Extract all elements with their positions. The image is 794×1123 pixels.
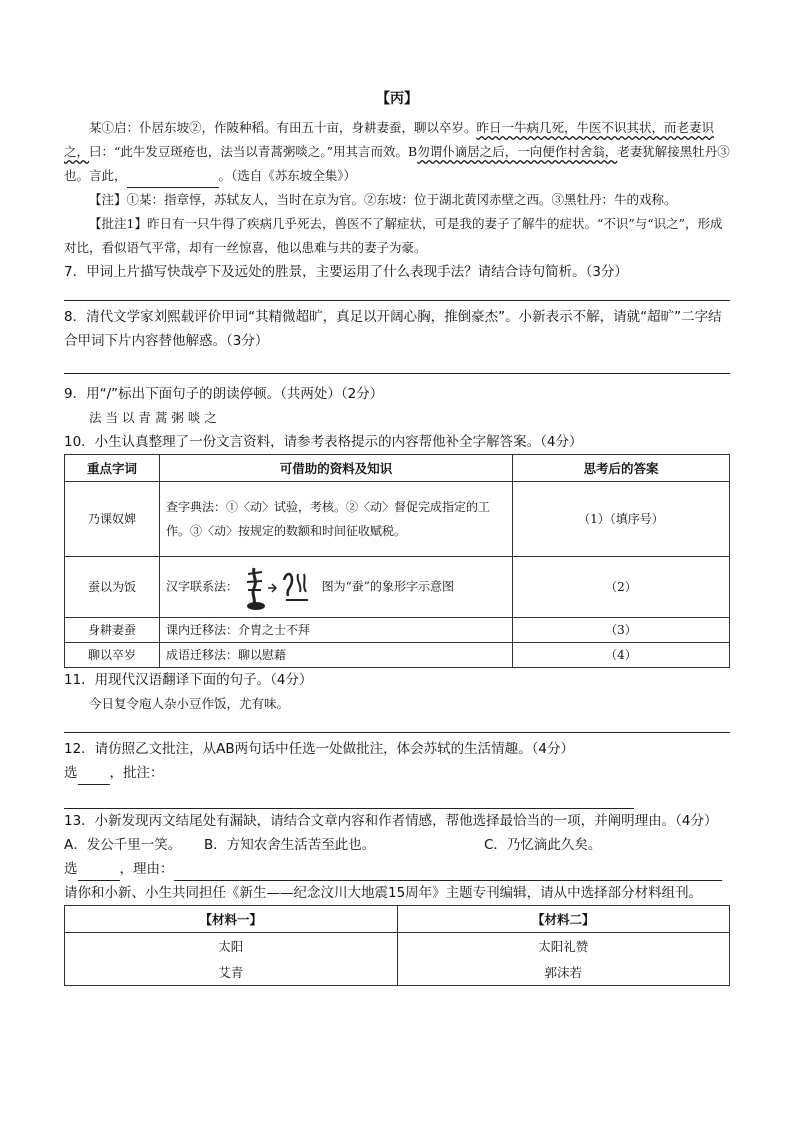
passage-pizhu: 【批注1】昨日有一只牛得了疾病几乎死去，兽医不了解症状，可是我的妻子了解牛的症状。“不识”与“识之”，形成对比，看似语气平常，却有一丝惊喜，他以患难与共的妻子为豪。 xyxy=(64,216,723,255)
answer-line-q8[interactable] xyxy=(64,353,730,374)
q12-choice-blank[interactable] xyxy=(78,784,110,785)
material-2-title: 太阳礼赞 xyxy=(397,933,730,960)
row-info: 成语迁移法：聊以慰藉 xyxy=(160,643,513,668)
row-word: 乃课奴婢 xyxy=(65,482,160,557)
row-info: 课内迁移法：介胄之士不拜 xyxy=(160,618,513,643)
material-1-author: 艾青 xyxy=(65,959,398,986)
row-info: 汉字联系法： 图为“蚕”的象形字示意图 xyxy=(160,557,513,618)
q13-answer-row: 选 ，理由： xyxy=(64,857,730,881)
question-8: 8．清代文学家刘熙载评价甲词“其精微超旷，真足以开阔心胸，推倒豪杰”。小新表示不解，请就“超旷”二字结合甲词下片内容替他解惑。（3分） xyxy=(64,309,722,349)
row-answer[interactable]: （2） xyxy=(513,557,730,618)
table-row xyxy=(65,643,730,668)
row-word: 聊以卒岁 xyxy=(65,643,160,668)
materials-intro: 请你和小新、小生共同担任《新生——纪念汶川大地震15周年》主题专刊编辑，请从中选择部分材料组刊。 xyxy=(64,885,703,901)
row-word: 蚕以为饭 xyxy=(65,557,160,618)
material-1-label: 【材料一】 xyxy=(65,906,398,933)
materials-table xyxy=(64,905,730,986)
sentence-a: 昨日一牛病几死，牛医不识其状，而老妻识之， xyxy=(64,120,715,159)
silkworm-pictograph-icon xyxy=(242,562,318,612)
table-row xyxy=(65,557,730,618)
passage-note: 【注】①某：指章惇，苏轼友人，当时在京为官。②东坡：位于湖北黄冈赤壁之西。③黑牡丹：牛的戏称。 xyxy=(89,192,677,207)
q9-sentence: 法 当 以 青 蒿 粥 啖 之 xyxy=(89,410,217,425)
exam-page xyxy=(64,88,730,986)
q13-option-c[interactable]: C．乃忆滴此久矣。 xyxy=(484,837,602,853)
sentence-b: 勿谓仆谪居之后，一向便作村舍翁， xyxy=(417,144,618,159)
table-header-row xyxy=(65,455,730,482)
table-row xyxy=(65,618,730,643)
material-1-title: 太阳 xyxy=(65,933,398,960)
question-11: 11．用现代汉语翻译下面的句子。（4分） xyxy=(64,672,313,688)
q11-sentence: 今日复令庖人杂小豆作饭，尤有味。 xyxy=(89,696,290,711)
passage-bing xyxy=(64,116,730,260)
question-12: 12．请仿照乙文批注，从AB两句话中任选一处做批注，体会苏轼的生活情趣。（4分） xyxy=(64,741,575,757)
material-2-label: 【材料二】 xyxy=(397,906,730,933)
question-9: 9．用“/”标出下面句子的朗读停顿。（共两处）（2分） xyxy=(64,386,384,402)
table-q10 xyxy=(64,454,730,668)
answer-line-q11[interactable] xyxy=(64,716,730,733)
question-13: 13．小新发现丙文结尾处有漏缺，请结合文章内容和作者情感，帮他选择最恰当的一项，并阐明理由。（4分） xyxy=(64,813,718,829)
answer-line-q7[interactable] xyxy=(64,284,730,301)
question-7: 7．甲词上片描写快哉亭下及远处的胜景，主要运用了什么表现手法？请结合诗句简析。（3分） xyxy=(64,264,628,280)
table-row xyxy=(65,482,730,557)
row-answer[interactable]: （3） xyxy=(513,618,730,643)
q13-options xyxy=(64,833,730,857)
q12-answer-row: 选 ，批注： xyxy=(64,761,730,809)
question-10: 10．小生认真整理了一份文言资料，请参考表格提示的内容帮他补全字解答案。（4分） xyxy=(64,434,583,450)
row-info: 查字典法：①〈动〉试验，考核。②〈动〉督促完成指定的工作。③〈动〉按规定的数额和时间征收赋税。 xyxy=(160,482,513,557)
passage-paragraph: 某①启：仆居东坡②，作陂种稻。有田五十亩，身耕妻蚕，聊以卒岁。昨日一牛病几死，牛医不识其状，而老妻识之，曰：“此牛发豆斑疮也，法当以青蒿粥啖之。”用其言而效。B勿谓仆谪居之后，一向便作村舍翁，老妻犹解接黑牡丹③也。言此， 。（选自《苏东坡全集》） xyxy=(64,116,730,188)
material-2-author: 郭沫若 xyxy=(397,959,730,986)
header-info: 可借助的资料及知识 xyxy=(160,455,513,482)
row-answer[interactable]: （4） xyxy=(513,643,730,668)
q13-option-b[interactable]: B．方知农舍生活苦至此也。 xyxy=(204,837,376,853)
row-word: 身耕妻蚕 xyxy=(65,618,160,643)
row-answer[interactable]: （1）（填序号） xyxy=(513,482,730,557)
section-title: 【丙】 xyxy=(376,91,418,107)
header-answer: 思考后的答案 xyxy=(513,455,730,482)
q13-option-a[interactable]: A．发公千里一笑。 xyxy=(64,837,182,853)
header-word: 重点字词 xyxy=(65,455,160,482)
